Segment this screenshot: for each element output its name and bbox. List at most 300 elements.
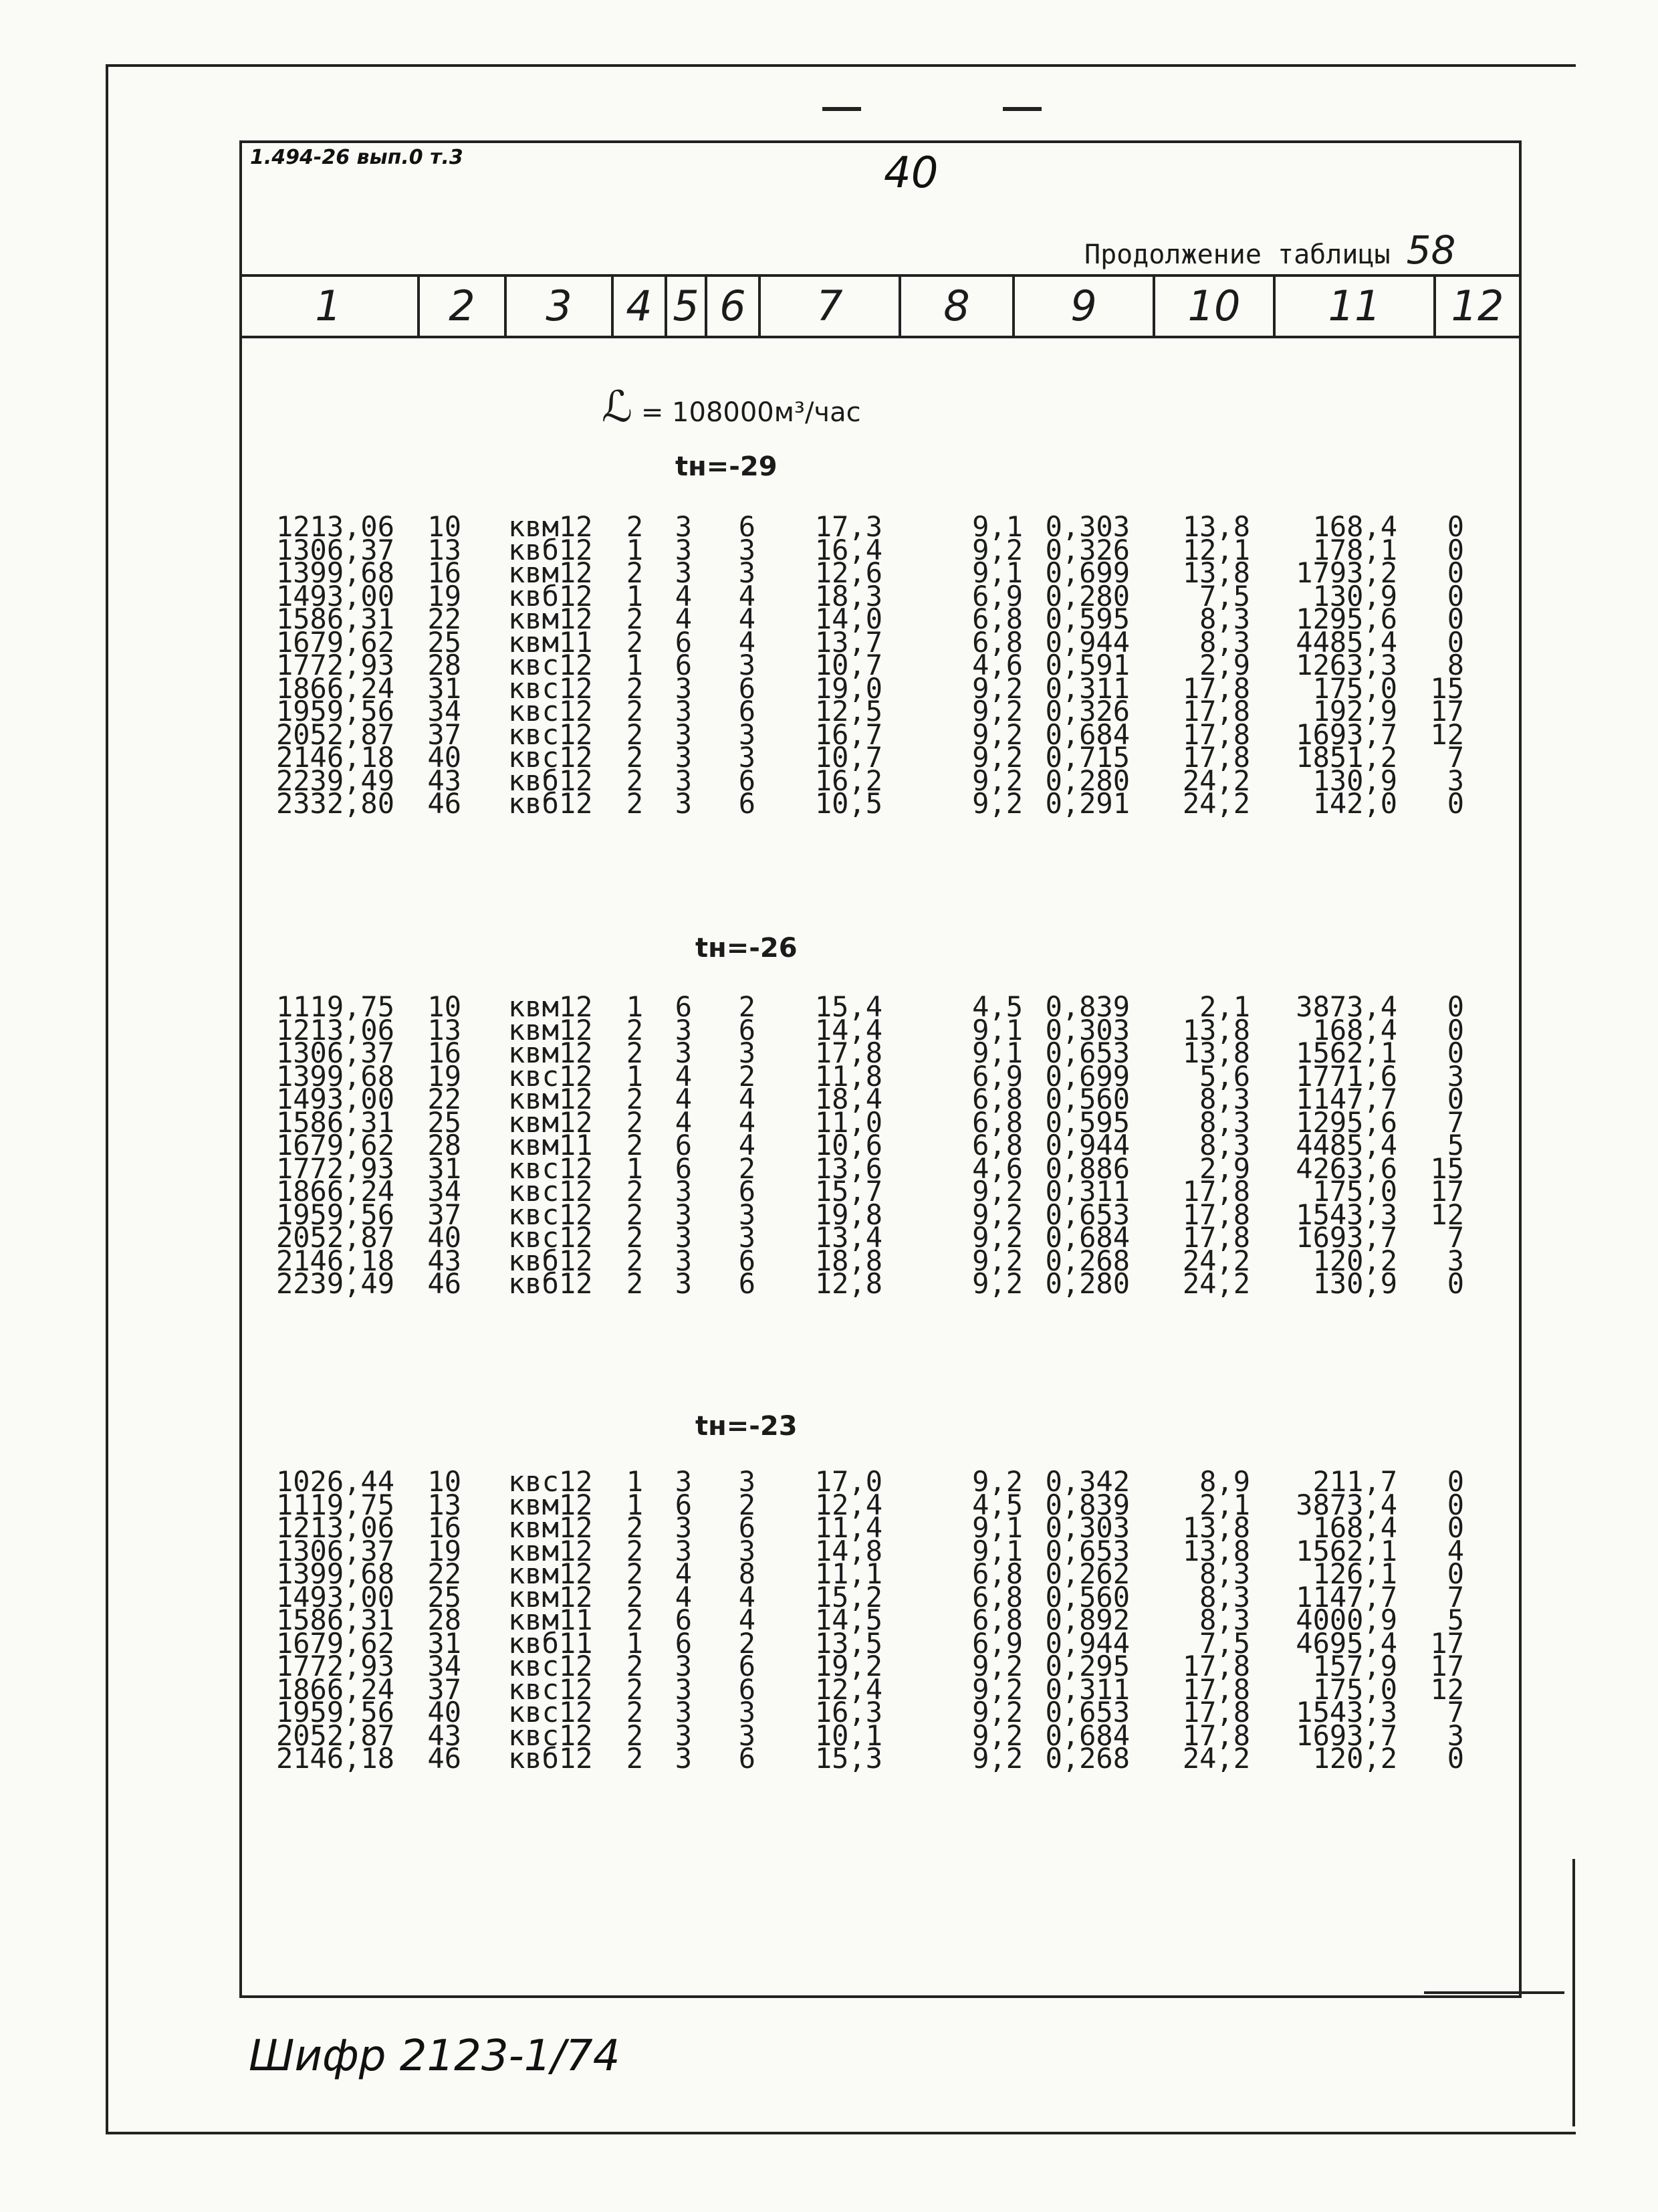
cell-col-4: 2 bbox=[626, 1696, 643, 1729]
cell-col-10: 17,8 bbox=[1182, 695, 1250, 728]
cell-col-10: 17,8 bbox=[1182, 717, 1250, 751]
cell-col-10: 24,2 bbox=[1182, 1742, 1250, 1775]
cell-col-2: 16 bbox=[427, 1511, 461, 1544]
cell-col-2: 16 bbox=[427, 556, 461, 589]
cell-col-2: 40 bbox=[427, 1221, 461, 1254]
cell-col-5: 3 bbox=[675, 695, 692, 728]
cell-col-9: 0,944 bbox=[1045, 625, 1130, 659]
cell-col-7: 13,7 bbox=[814, 625, 882, 659]
cell-col-12: 3 bbox=[1447, 1244, 1464, 1277]
cell-col-3: квс12 bbox=[508, 695, 593, 728]
cell-col-5: 4 bbox=[675, 1083, 692, 1115]
column-header-9: 9 bbox=[1015, 277, 1155, 336]
cell-col-7: 18,8 bbox=[814, 1244, 882, 1277]
cell-col-12: 17 bbox=[1430, 1626, 1464, 1660]
cell-col-12: 0 bbox=[1447, 1511, 1464, 1544]
section-title: tн=-26 bbox=[695, 933, 798, 964]
cell-col-4: 2 bbox=[626, 1672, 643, 1706]
cell-col-7: 15,7 bbox=[814, 1175, 882, 1208]
cell-col-9: 0,653 bbox=[1045, 1036, 1130, 1069]
cell-col-6: 6 bbox=[738, 1013, 755, 1046]
cell-col-11: 211,7 bbox=[1312, 1465, 1397, 1498]
cell-col-1: 1586,31 bbox=[275, 1603, 394, 1636]
cell-col-6: 6 bbox=[738, 1742, 755, 1775]
cell-col-5: 3 bbox=[675, 510, 692, 543]
cell-col-7: 14,0 bbox=[814, 602, 882, 635]
cell-col-3: квб12 bbox=[508, 533, 593, 566]
cell-col-6: 3 bbox=[738, 741, 755, 774]
cell-col-2: 19 bbox=[427, 1059, 461, 1093]
cell-col-9: 0,303 bbox=[1045, 1013, 1130, 1046]
cell-col-12: 3 bbox=[1447, 764, 1464, 797]
cell-col-4: 2 bbox=[626, 1742, 643, 1775]
cell-col-4: 2 bbox=[626, 764, 643, 797]
cell-col-6: 4 bbox=[738, 1129, 755, 1162]
cell-col-6: 2 bbox=[738, 1059, 755, 1093]
cell-col-1: 2052,87 bbox=[275, 1221, 394, 1254]
cell-col-2: 25 bbox=[427, 1105, 461, 1139]
cell-col-9: 0,892 bbox=[1045, 1603, 1130, 1636]
cell-col-4: 2 bbox=[626, 1580, 643, 1614]
cell-col-5: 3 bbox=[675, 741, 692, 774]
cell-col-1: 1772,93 bbox=[275, 1650, 394, 1682]
cell-col-5: 3 bbox=[675, 671, 692, 705]
cell-col-10: 8,3 bbox=[1199, 1603, 1250, 1636]
cell-col-2: 28 bbox=[427, 1129, 461, 1162]
cell-col-4: 2 bbox=[626, 1013, 643, 1046]
cell-col-5: 3 bbox=[675, 1696, 692, 1729]
cell-col-4: 2 bbox=[626, 1557, 643, 1590]
cell-col-4: 2 bbox=[626, 1221, 643, 1254]
cell-col-7: 12,8 bbox=[814, 1267, 882, 1300]
cell-col-1: 2146,18 bbox=[275, 741, 394, 774]
cell-col-8: 9,2 bbox=[972, 717, 1023, 751]
cell-col-2: 13 bbox=[427, 1013, 461, 1046]
cell-col-1: 1399,68 bbox=[275, 1557, 394, 1590]
cell-col-12: 0 bbox=[1447, 556, 1464, 589]
cell-col-11: 1263,3 bbox=[1296, 649, 1397, 681]
cell-col-2: 13 bbox=[427, 1488, 461, 1521]
cell-col-8: 9,1 bbox=[972, 1013, 1023, 1046]
cell-col-7: 11,0 bbox=[814, 1105, 882, 1139]
cell-col-8: 9,1 bbox=[972, 510, 1023, 543]
cell-col-2: 37 bbox=[427, 1672, 461, 1706]
cell-col-11: 3873,4 bbox=[1296, 990, 1397, 1023]
cell-col-10: 2,1 bbox=[1199, 1488, 1250, 1521]
cell-col-10: 13,8 bbox=[1182, 1511, 1250, 1544]
cell-col-12: 0 bbox=[1447, 1742, 1464, 1775]
cell-col-11: 1147,7 bbox=[1296, 1083, 1397, 1115]
cell-col-1: 1399,68 bbox=[275, 556, 394, 589]
cell-col-2: 46 bbox=[427, 787, 461, 820]
cell-col-12: 15 bbox=[1430, 671, 1464, 705]
cell-col-3: квм12 bbox=[508, 1036, 593, 1069]
cell-col-11: 157,9 bbox=[1312, 1650, 1397, 1682]
cell-col-4: 2 bbox=[626, 1650, 643, 1682]
cell-col-4: 2 bbox=[626, 1511, 643, 1544]
cell-col-12: 12 bbox=[1430, 1672, 1464, 1706]
cell-col-4: 1 bbox=[626, 1151, 643, 1185]
cell-col-9: 0,595 bbox=[1045, 602, 1130, 635]
cell-col-10: 13,8 bbox=[1182, 1036, 1250, 1069]
cell-col-7: 18,4 bbox=[814, 1083, 882, 1115]
cell-col-5: 4 bbox=[675, 602, 692, 635]
cell-col-2: 31 bbox=[427, 1626, 461, 1660]
cell-col-9: 0,684 bbox=[1045, 1719, 1130, 1752]
cell-col-7: 19,8 bbox=[814, 1198, 882, 1231]
cell-col-1: 1586,31 bbox=[275, 1105, 394, 1139]
cell-col-4: 1 bbox=[626, 649, 643, 681]
table-row bbox=[0, 1742, 1658, 1775]
cell-col-11: 168,4 bbox=[1312, 1013, 1397, 1046]
cell-col-2: 10 bbox=[427, 1465, 461, 1498]
page-number: 40 bbox=[884, 148, 939, 198]
cell-col-7: 15,4 bbox=[814, 990, 882, 1023]
cell-col-3: квм12 bbox=[508, 1534, 593, 1567]
cell-col-8: 4,6 bbox=[972, 1151, 1023, 1185]
cell-col-11: 168,4 bbox=[1312, 510, 1397, 543]
cell-col-1: 1306,37 bbox=[275, 1534, 394, 1567]
cell-col-11: 4485,4 bbox=[1296, 1129, 1397, 1162]
cell-col-8: 9,2 bbox=[972, 1672, 1023, 1706]
flow-symbol: ℒ bbox=[602, 382, 633, 432]
cell-col-4: 2 bbox=[626, 741, 643, 774]
cell-col-3: квм12 bbox=[508, 1557, 593, 1590]
cell-col-10: 7,5 bbox=[1199, 579, 1250, 613]
cell-col-5: 4 bbox=[675, 1105, 692, 1139]
cell-col-2: 43 bbox=[427, 1244, 461, 1277]
cell-col-10: 13,8 bbox=[1182, 556, 1250, 589]
cell-col-7: 15,2 bbox=[814, 1580, 882, 1614]
cell-col-11: 120,2 bbox=[1312, 1742, 1397, 1775]
cell-col-9: 0,262 bbox=[1045, 1557, 1130, 1590]
page-border-right bbox=[1572, 1859, 1575, 2126]
cell-col-5: 3 bbox=[675, 1534, 692, 1567]
cell-col-4: 1 bbox=[626, 1465, 643, 1498]
cell-col-2: 22 bbox=[427, 1083, 461, 1115]
cell-col-10: 17,8 bbox=[1182, 1221, 1250, 1254]
cell-col-4: 2 bbox=[626, 510, 643, 543]
cell-col-11: 1295,6 bbox=[1296, 602, 1397, 635]
cell-col-5: 3 bbox=[675, 1244, 692, 1277]
cell-col-1: 1026,44 bbox=[275, 1465, 394, 1498]
cell-col-3: квс12 bbox=[508, 671, 593, 705]
cell-col-10: 7,5 bbox=[1199, 1626, 1250, 1660]
cell-col-9: 0,684 bbox=[1045, 717, 1130, 751]
cell-col-7: 16,3 bbox=[814, 1696, 882, 1729]
cell-col-3: квм12 bbox=[508, 1488, 593, 1521]
cell-col-1: 1772,93 bbox=[275, 1151, 394, 1185]
cell-col-10: 5,6 bbox=[1199, 1059, 1250, 1093]
column-header-3: 3 bbox=[507, 277, 614, 336]
cell-col-12: 0 bbox=[1447, 533, 1464, 566]
cell-col-5: 3 bbox=[675, 1013, 692, 1046]
cell-col-5: 3 bbox=[675, 1719, 692, 1752]
cell-col-5: 3 bbox=[675, 1672, 692, 1706]
cell-col-6: 4 bbox=[738, 579, 755, 613]
cell-col-8: 9,2 bbox=[972, 695, 1023, 728]
cell-col-6: 3 bbox=[738, 556, 755, 589]
cell-col-10: 13,8 bbox=[1182, 1534, 1250, 1567]
cell-col-1: 1959,56 bbox=[275, 1696, 394, 1729]
cell-col-7: 13,6 bbox=[814, 1151, 882, 1185]
cell-col-6: 2 bbox=[738, 1488, 755, 1521]
cell-col-11: 1562,1 bbox=[1296, 1036, 1397, 1069]
cell-col-9: 0,303 bbox=[1045, 510, 1130, 543]
cell-col-5: 3 bbox=[675, 556, 692, 589]
cell-col-1: 1866,24 bbox=[275, 1672, 394, 1706]
table-row bbox=[0, 787, 1658, 820]
cell-col-5: 3 bbox=[675, 1221, 692, 1254]
cell-col-1: 1493,00 bbox=[275, 1083, 394, 1115]
column-header-2: 2 bbox=[420, 277, 507, 336]
cell-col-8: 6,8 bbox=[972, 1557, 1023, 1590]
cell-col-11: 126,1 bbox=[1312, 1557, 1397, 1590]
cell-col-2: 25 bbox=[427, 625, 461, 659]
cell-col-2: 19 bbox=[427, 1534, 461, 1567]
cell-col-9: 0,839 bbox=[1045, 1488, 1130, 1521]
cell-col-3: квм11 bbox=[508, 625, 593, 659]
cell-col-4: 2 bbox=[626, 602, 643, 635]
cell-col-1: 1213,06 bbox=[275, 1013, 394, 1046]
cell-col-1: 2052,87 bbox=[275, 1719, 394, 1752]
cell-col-12: 4 bbox=[1447, 1534, 1464, 1567]
cell-col-3: квс12 bbox=[508, 1059, 593, 1093]
cell-col-5: 3 bbox=[675, 533, 692, 566]
cell-col-1: 1679,62 bbox=[275, 625, 394, 659]
cell-col-10: 17,8 bbox=[1182, 741, 1250, 774]
cell-col-7: 17,3 bbox=[814, 510, 882, 543]
cell-col-5: 3 bbox=[675, 717, 692, 751]
cell-col-1: 1679,62 bbox=[275, 1129, 394, 1162]
cell-col-4: 2 bbox=[626, 625, 643, 659]
cell-col-9: 0,839 bbox=[1045, 990, 1130, 1023]
cell-col-6: 2 bbox=[738, 1151, 755, 1185]
cell-col-9: 0,303 bbox=[1045, 1511, 1130, 1544]
cell-col-6: 3 bbox=[738, 1696, 755, 1729]
cell-col-8: 6,8 bbox=[972, 1603, 1023, 1636]
document-code: 1.494-26 вып.0 т.3 bbox=[250, 146, 463, 169]
cell-col-11: 1793,2 bbox=[1296, 556, 1397, 589]
frame-line bbox=[1424, 1991, 1564, 1994]
cell-col-1: 2239,49 bbox=[275, 764, 394, 797]
cell-col-9: 0,944 bbox=[1045, 1626, 1130, 1660]
cell-col-8: 9,2 bbox=[972, 764, 1023, 797]
cell-col-1: 2332,80 bbox=[275, 787, 394, 820]
cell-col-2: 19 bbox=[427, 579, 461, 613]
cell-col-12: 7 bbox=[1447, 1696, 1464, 1729]
cell-col-9: 0,326 bbox=[1045, 533, 1130, 566]
cell-col-12: 5 bbox=[1447, 1603, 1464, 1636]
cell-col-9: 0,591 bbox=[1045, 649, 1130, 681]
cell-col-5: 4 bbox=[675, 1059, 692, 1093]
cell-col-9: 0,280 bbox=[1045, 579, 1130, 613]
cell-col-1: 1399,68 bbox=[275, 1059, 394, 1093]
cell-col-4: 2 bbox=[626, 787, 643, 820]
cell-col-10: 17,8 bbox=[1182, 1696, 1250, 1729]
cell-col-10: 17,8 bbox=[1182, 1719, 1250, 1752]
cell-col-3: квс12 bbox=[508, 1151, 593, 1185]
cell-col-5: 3 bbox=[675, 1036, 692, 1069]
cell-col-9: 0,653 bbox=[1045, 1198, 1130, 1231]
cell-col-2: 34 bbox=[427, 1175, 461, 1208]
cell-col-3: квб11 bbox=[508, 1626, 593, 1660]
cell-col-6: 6 bbox=[738, 1244, 755, 1277]
cell-col-8: 9,2 bbox=[972, 1650, 1023, 1682]
cell-col-8: 6,9 bbox=[972, 579, 1023, 613]
cell-col-5: 6 bbox=[675, 1488, 692, 1521]
cell-col-8: 6,8 bbox=[972, 602, 1023, 635]
cell-col-8: 9,2 bbox=[972, 1244, 1023, 1277]
cell-col-1: 1959,56 bbox=[275, 1198, 394, 1231]
cell-col-6: 6 bbox=[738, 510, 755, 543]
cell-col-3: квс12 bbox=[508, 1650, 593, 1682]
cell-col-3: квм12 bbox=[508, 1083, 593, 1115]
cell-col-6: 3 bbox=[738, 1221, 755, 1254]
cell-col-7: 15,3 bbox=[814, 1742, 882, 1775]
cell-col-3: квб12 bbox=[508, 1742, 593, 1775]
cell-col-4: 2 bbox=[626, 1267, 643, 1300]
cell-col-6: 3 bbox=[738, 717, 755, 751]
cell-col-7: 11,8 bbox=[814, 1059, 882, 1093]
cipher: Шифр 2123-1/74 bbox=[249, 2031, 620, 2081]
cell-col-6: 3 bbox=[738, 1036, 755, 1069]
cell-col-8: 9,2 bbox=[972, 741, 1023, 774]
cell-col-7: 13,4 bbox=[814, 1221, 882, 1254]
cell-col-10: 8,3 bbox=[1199, 625, 1250, 659]
column-header-1: 1 bbox=[239, 277, 420, 336]
cell-col-3: квб12 bbox=[508, 764, 593, 797]
cell-col-8: 9,2 bbox=[972, 671, 1023, 705]
cell-col-6: 4 bbox=[738, 1603, 755, 1636]
cell-col-2: 28 bbox=[427, 1603, 461, 1636]
cell-col-8: 6,9 bbox=[972, 1059, 1023, 1093]
column-header-12: 12 bbox=[1451, 282, 1504, 330]
cell-col-3: квм11 bbox=[508, 1603, 593, 1636]
cell-col-4: 2 bbox=[626, 717, 643, 751]
cell-col-12: 0 bbox=[1447, 625, 1464, 659]
cell-col-1: 1866,24 bbox=[275, 1175, 394, 1208]
cell-col-1: 1493,00 bbox=[275, 579, 394, 613]
cell-col-5: 4 bbox=[675, 1580, 692, 1614]
continuation-label: Продолжение таблицы bbox=[1084, 239, 1391, 270]
cell-col-9: 0,291 bbox=[1045, 787, 1130, 820]
cell-col-2: 34 bbox=[427, 1650, 461, 1682]
cell-col-2: 31 bbox=[427, 671, 461, 705]
cell-col-8: 9,2 bbox=[972, 1221, 1023, 1254]
cell-col-8: 9,1 bbox=[972, 1534, 1023, 1567]
column-header-7: 7 bbox=[761, 277, 901, 336]
cell-col-10: 24,2 bbox=[1182, 1267, 1250, 1300]
cell-col-7: 10,7 bbox=[814, 741, 882, 774]
column-header-11: 11 bbox=[1276, 277, 1436, 336]
cell-col-5: 6 bbox=[675, 1626, 692, 1660]
cell-col-3: квм12 bbox=[508, 1105, 593, 1139]
cell-col-7: 10,6 bbox=[814, 1129, 882, 1162]
cell-col-10: 8,3 bbox=[1199, 1083, 1250, 1115]
cell-col-3: квм12 bbox=[508, 556, 593, 589]
cell-col-4: 1 bbox=[626, 1626, 643, 1660]
cell-col-9: 0,295 bbox=[1045, 1650, 1130, 1682]
cell-col-6: 8 bbox=[738, 1557, 755, 1590]
cell-col-8: 9,2 bbox=[972, 787, 1023, 820]
cell-col-11: 130,9 bbox=[1312, 1267, 1397, 1300]
cell-col-3: квм12 bbox=[508, 1013, 593, 1046]
cell-col-12: 0 bbox=[1447, 579, 1464, 613]
cell-col-7: 16,4 bbox=[814, 533, 882, 566]
cell-col-4: 2 bbox=[626, 1036, 643, 1069]
cell-col-12: 0 bbox=[1447, 990, 1464, 1023]
cell-col-7: 12,5 bbox=[814, 695, 882, 728]
cell-col-3: квм12 bbox=[508, 990, 593, 1023]
cell-col-8: 9,2 bbox=[972, 1742, 1023, 1775]
cell-col-4: 2 bbox=[626, 1105, 643, 1139]
cell-col-8: 9,1 bbox=[972, 556, 1023, 589]
cell-col-10: 17,8 bbox=[1182, 1175, 1250, 1208]
cell-col-10: 24,2 bbox=[1182, 1244, 1250, 1277]
cell-col-1: 1866,24 bbox=[275, 671, 394, 705]
flow-rate bbox=[602, 382, 861, 432]
cell-col-9: 0,886 bbox=[1045, 1151, 1130, 1185]
cell-col-1: 1679,62 bbox=[275, 1626, 394, 1660]
cell-col-12: 12 bbox=[1430, 1198, 1464, 1231]
cell-col-11: 1693,7 bbox=[1296, 1221, 1397, 1254]
cell-col-11: 4000,9 bbox=[1296, 1603, 1397, 1636]
cell-col-12: 3 bbox=[1447, 1719, 1464, 1752]
cell-col-4: 2 bbox=[626, 556, 643, 589]
cell-col-6: 3 bbox=[738, 1465, 755, 1498]
cell-col-9: 0,268 bbox=[1045, 1244, 1130, 1277]
cell-col-10: 8,3 bbox=[1199, 1557, 1250, 1590]
cell-col-2: 10 bbox=[427, 990, 461, 1023]
cell-col-6: 3 bbox=[738, 533, 755, 566]
cell-col-4: 2 bbox=[626, 1244, 643, 1277]
cell-col-11: 120,2 bbox=[1312, 1244, 1397, 1277]
cell-col-8: 9,2 bbox=[972, 1175, 1023, 1208]
cell-col-10: 17,8 bbox=[1182, 1672, 1250, 1706]
cell-col-10: 13,8 bbox=[1182, 510, 1250, 543]
cell-col-1: 2052,87 bbox=[275, 717, 394, 751]
table-row bbox=[0, 1267, 1658, 1300]
top-mark bbox=[1003, 107, 1042, 111]
cell-col-6: 4 bbox=[738, 1580, 755, 1614]
cell-col-1: 1119,75 bbox=[275, 990, 394, 1023]
cell-col-9: 0,699 bbox=[1045, 1059, 1130, 1093]
cell-col-8: 6,8 bbox=[972, 1129, 1023, 1162]
cell-col-7: 19,0 bbox=[814, 671, 882, 705]
cell-col-3: квб12 bbox=[508, 1267, 593, 1300]
cell-col-8: 4,6 bbox=[972, 649, 1023, 681]
cell-col-7: 14,4 bbox=[814, 1013, 882, 1046]
cell-col-7: 19,2 bbox=[814, 1650, 882, 1682]
cell-col-11: 175,0 bbox=[1312, 671, 1397, 705]
cell-col-1: 1119,75 bbox=[275, 1488, 394, 1521]
cell-col-4: 1 bbox=[626, 1488, 643, 1521]
cell-col-12: 0 bbox=[1447, 1036, 1464, 1069]
cell-col-10: 8,3 bbox=[1199, 602, 1250, 635]
cell-col-11: 1543,3 bbox=[1296, 1198, 1397, 1231]
cell-col-8: 9,1 bbox=[972, 1511, 1023, 1544]
cell-col-11: 168,4 bbox=[1312, 1511, 1397, 1544]
cell-col-11: 130,9 bbox=[1312, 764, 1397, 797]
cell-col-3: квс12 bbox=[508, 1221, 593, 1254]
cell-col-3: квс12 bbox=[508, 649, 593, 681]
cell-col-7: 12,4 bbox=[814, 1672, 882, 1706]
cell-col-9: 0,280 bbox=[1045, 1267, 1130, 1300]
cell-col-8: 4,5 bbox=[972, 990, 1023, 1023]
cell-col-1: 1586,31 bbox=[275, 602, 394, 635]
cell-col-2: 37 bbox=[427, 717, 461, 751]
